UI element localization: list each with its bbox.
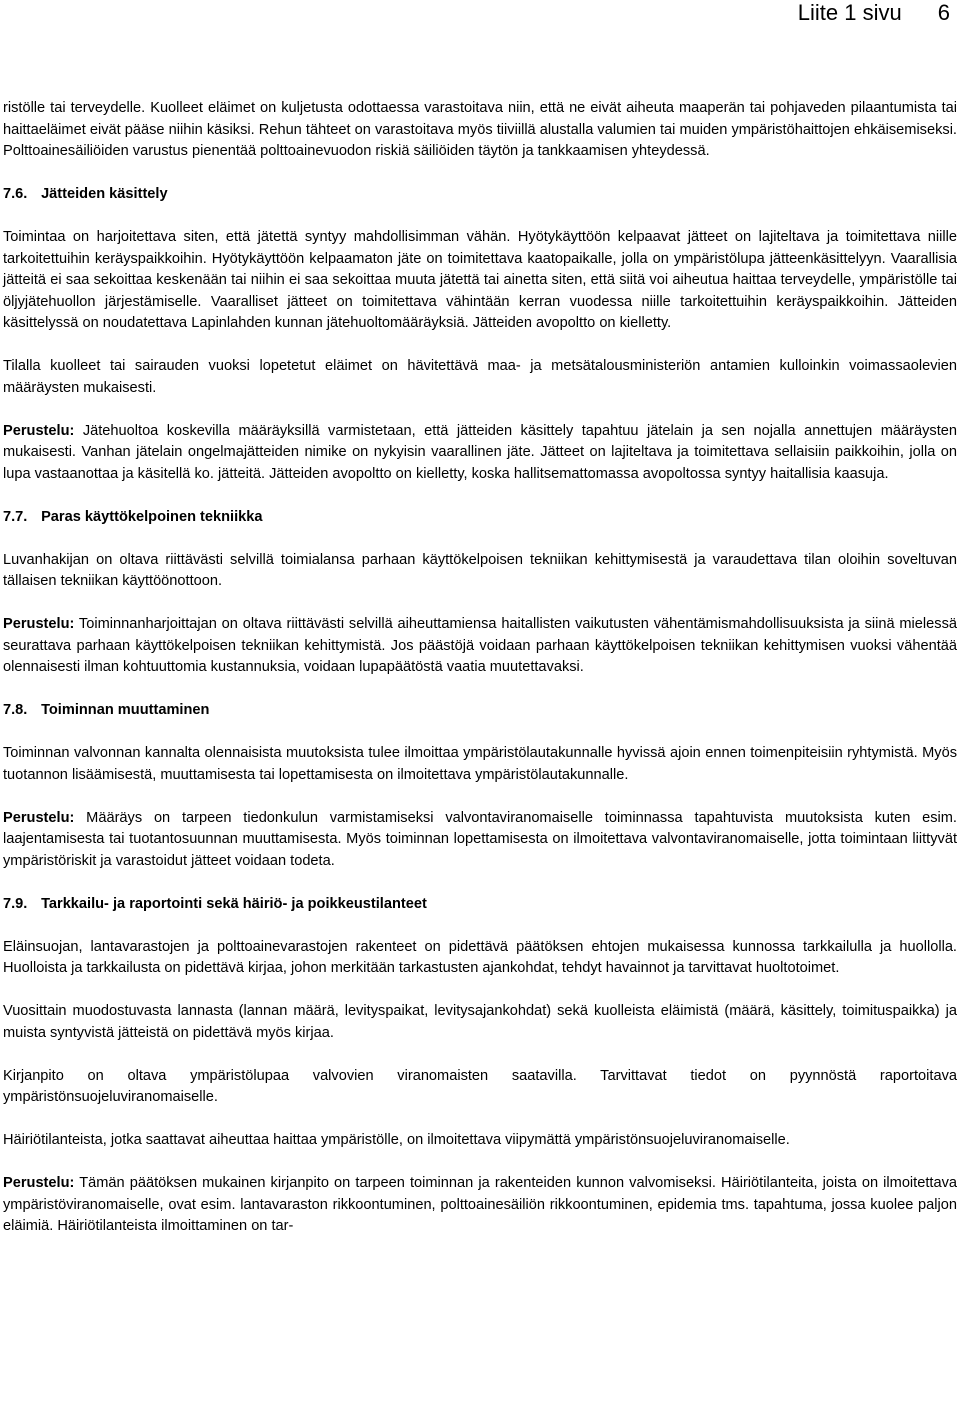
- paragraph: Toimintaa on harjoitettava siten, että jätettä syntyy mahdollisimman vähän. Hyötykäyttöön kelpaavat jätteet on lajiteltava ja toimitettava niille tarkoitettuihin keräyspaikkoihin. Hyötykäyttöön kelpaamaton jäte on toimitettava kaatopaikalle, jolla on ympäristölupa jätteenkäsittelyyn. Vaarallisia jätteitä ei saa sekoittaa keskenään tai niihin ei saa sekoittaa muuta jätettä tai ainetta siten, että siitä voi aiheutua haittaa terveydelle, ympäristölle tai öljyjätehuollon järjestämiselle. Vaaralliset jätteet on toimitettava vähintään kerran vuodessa niille tarkoitettuihin keräyspaikkoihin. Jätteiden käsittelyssä on noudatettava Lapinlahden kunnan jätehuoltomääräyksiä. Jätteiden avopoltto on kielletty.: [3, 229, 957, 331]
- section-title: Jätteiden käsittely: [41, 186, 168, 202]
- page-header: [798, 0, 950, 26]
- section-number: 7.9.: [3, 895, 28, 912]
- section-number: 7.6.: [3, 186, 28, 202]
- document-body: [3, 98, 957, 1259]
- paragraph: Eläinsuojan, lantavarastojen ja polttoainevarastojen rakenteet on pidettävä päätöksen ehtojen mukaisessa kunnossa tarkkailulla ja huollolla. Huolloista ja tarkkailusta on pidettävä kirjaa, johon merkitään tarkastusten ajankohdat, tehdyt havainnot ja tarvittavat huoltotoimet.: [3, 938, 957, 976]
- section-number: 7.7.: [3, 508, 28, 525]
- rationale-label: Perustelu:: [3, 809, 75, 826]
- paragraph: Kirjanpito on oltava ympäristölupaa valvovien viranomaisten saatavilla. Tarvittavat tiedot on pyynnöstä raportoitava ympäristönsuojeluviranomaiselle.: [3, 1067, 957, 1105]
- rationale-label: Perustelu:: [3, 1175, 75, 1191]
- rationale-paragraph: Perustelu: Toiminnanharjoittajan on oltava riittävästi selvillä aiheuttamiensa haitallisten vaikutusten vähentämismahdollisuuksista ja siinä mielessä seurattava parhaan käyttökelpoisen tekniikan kehittymistä. Jos päästöjä voidaan parhaan käyttökelpoisen tekniikan kehittymisen vuoksi vähentää olennaisesti ilman kohtuuttomia kustannuksia, voidaan lupapäätöstä vaatia muutettavaksi.: [3, 616, 957, 675]
- paragraph: Tilalla kuolleet tai sairauden vuoksi lopetetut eläimet on hävitettävä maa- ja metsätalousministeriön antamien kulloinkin voimassaolevien määräysten mukaisesti.: [3, 358, 957, 396]
- page-number: 6: [937, 0, 950, 25]
- paragraph: Luvanhakijan on oltava riittävästi selvillä toimialansa parhaan käyttökelpoisen tekniikan kehittymisestä ja varaudettava tilan oloihin soveltuvan tällaisen tekniikan käyttöönottoon.: [3, 551, 957, 589]
- page-header-label: Liite 1 sivu: [797, 0, 902, 25]
- section-title: Tarkkailu- ja raportointi sekä häiriö- ja poikkeustilanteet: [41, 895, 427, 912]
- paragraph: Häiriötilanteista, jotka saattavat aiheuttaa haittaa ympäristölle, on ilmoitettava viipymättä ympäristönsuojeluviranomaiselle.: [3, 1132, 790, 1148]
- rationale-paragraph: Perustelu: Jätehuoltoa koskevilla määräyksillä varmistetaan, että jätteiden käsittely tapahtuu jätelain ja sen nojalla annettujen määräysten mukaisesti. Vanhan jätelain ongelmajätteiden nimike on nykyisin vaarallinen jäte. Jätteet on lajiteltava ja toimitettava sellaisiin paikkoihin, jolla on lupa vastaanottaa ja käsitellä ko. jätteitä. Jätteiden avopoltto on kielletty, koska hallitsemattomassa avopoltossa syntyy haitallisia kaasuja.: [3, 422, 957, 482]
- paragraph: ristölle tai terveydelle. Kuolleet eläimet on kuljetusta odottaessa varastoitava niin, että ne eivät aiheuta maaperän tai pohjaveden pilaantumista tai haittaeläimet eivät pääse niihin käsiksi. Rehun tähteet on varastoitava myös tiiviillä alustalla valumien tai muiden ympäristöhaittojen ehkäisemiseksi. Polttoainesäiliöiden varustus pienentää polttoainevuodon riskiä säiliöiden täytön ja tankkaamisen yhteydessä.: [3, 100, 957, 159]
- section-heading-7-8: [3, 700, 957, 722]
- rationale-label: Perustelu:: [3, 616, 75, 632]
- paragraph: Toiminnan valvonnan kannalta olennaisista muutoksista tulee ilmoittaa ympäristölautakunnalle hyvissä ajoin ennen toimenpiteisiin ryhtymistä. Myös tuotannon lisäämisestä, muuttamisesta tai lopettamisesta on ilmoitettava ympäristölautakunnalle.: [3, 745, 957, 783]
- section-heading-7-6: [3, 184, 957, 206]
- paragraph: Vuosittain muodostuvasta lannasta (lannan määrä, levityspaikat, levitysajankohdat) sekä kuolleista eläimistä (määrä, käsittely, toimituspaikka) ja muista syntyvistä jätteistä on pidettävä myös kirjaa.: [3, 1003, 957, 1041]
- section-number: 7.8.: [3, 702, 28, 718]
- section-title: Toiminnan muuttaminen: [41, 702, 210, 718]
- section-heading-7-7: [3, 507, 957, 529]
- rationale-paragraph: Perustelu: Määräys on tarpeen tiedonkulun varmistamiseksi valvontaviranomaiselle toiminnassa tapahtuvista muutoksista kuten esim. laajentamisesta tai tuotantosuunnan muuttamisesta. Myös toiminnan lopettamisesta on ilmoitettava valvontaviranomaiselle, jotta toimintaan liittyvät ympäristöriskit ja varastoidut jätteet voidaan todeta.: [3, 809, 957, 869]
- section-title: Paras käyttökelpoinen tekniikka: [41, 508, 263, 525]
- section-heading-7-9: [3, 894, 957, 916]
- rationale-label: Perustelu:: [3, 422, 75, 439]
- rationale-paragraph: Perustelu: Tämän päätöksen mukainen kirjanpito on tarpeen toiminnan ja rakenteiden kunnon valvomiseksi. Häiriötilanteita, joista on ilmoitettava ympäristöviranomaiselle, ovat esim. lantavaraston rikkoontuminen, polttoainesäiliön rikkoontuminen, epidemia tms. tapahtuma, jossa kuolee paljon eläimiä. Häiriötilanteista ilmoittaminen on tar-: [3, 1175, 957, 1234]
